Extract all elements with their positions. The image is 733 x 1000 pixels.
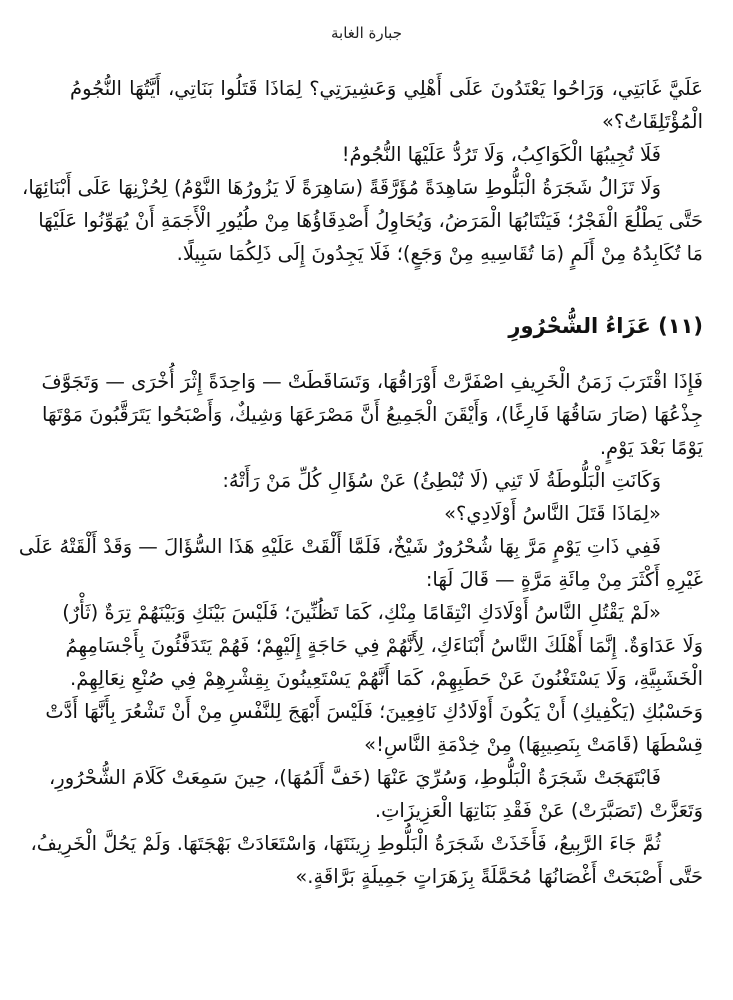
text-line: وَحَسْبُكِ (يَكْفِيكِ) أَنْ يَكُونَ أَوْلَادُكِ نَافِعِينَ؛ فَلَيْسَ أَبْهَجَ لِلنَّفْسِ مِنْ أَنْ تَشْعُرَ بِأَنَّهَا أَدَّتْ [45,700,703,723]
paragraph [18,530,703,596]
text-line: فَابْتَهَجَتْ شَجَرَةُ الْبَلُّوطِ، وَسُرِّيَ عَنْهَا (خَفَّ أَلَمُهَا)، حِينَ سَمِعَتْ كَلَامَ الشُّحْرُورِ، [49,766,661,789]
section-heading: (١١) عَزَاءُ الشُّحْرُورِ [508,314,703,338]
text-line: وَكَانَتِ الْبَلُّوطَةُ لَا تَنِي (لَا تُبْطِئُ) عَنْ سُؤَالِ كُلِّ مَنْ رَأَتْهُ: [222,469,661,492]
text-line: يَوْمًا بَعْدَ يَوْمٍ. [599,436,703,459]
paragraph [30,827,703,893]
text-line: وَتَعَزَّتْ (تَصَبَّرَتْ) عَنْ فَقْدِ بَنَاتِهَا الْعَزِيزَاتِ. [374,799,703,822]
paragraph [45,596,703,761]
text-line: غَيْرِهِ أَكْثَرَ مِنْ مِائَةِ مَرَّةٍ — قَالَ لَهَا: [425,568,703,591]
text-line: فَفِي ذَاتِ يَوْمٍ مَرَّ بِهَا شُحْرُورٌ شَيْخٌ، فَلَمَّا أَلْقَتْ عَلَيْهِ هَذَا السُّؤَالَ — وَقَدْ أَلْقَتْهُ عَلَى [18,535,661,558]
text-line: حَتَّى يَطْلُعَ الْفَجْرُ؛ فَيَنْتَابُهَا الْمَرَضُ، وَيُحَاوِلُ أَصْدِقَاؤُهَا مِنْ طُيُورِ الْأَجَمَةِ أَنْ يُهَوِّنُوا عَلَيْهَا [38,209,703,232]
text-line: الْمُؤْتَلِقَاتُ؟» [601,110,703,133]
text-line: وَلَا عَدَاوَةٌ. إِنَّمَا أَهْلَكَ النَّاسُ أَبْنَاءَكِ، لِأَنَّهُمْ فِي حَاجَةٍ إِلَيْهِمْ؛ فَهُمْ يَتَدَفَّئُونَ بِأَجْسَامِهِمُ [65,634,703,657]
text-line: الْخَشَبِيَّةِ، وَلَا يَسْتَغْنُونَ عَنْ حَطَبِهِمْ، كَمَا أَنَّهُمْ يَسْتَعِينُونَ بِقِشْرِهِمْ فِي صُنْعِ نِعَالِهِمْ. [70,667,703,690]
paragraphs-before-section [22,72,703,270]
page-body [18,72,703,893]
paragraph [41,365,703,464]
text-line: قِسْطَهَا (قَامَتْ بِنَصِيبِهَا) مِنْ خِدْمَةِ النَّاسِ!» [364,733,703,756]
text-line: فَلَا تُجِيبُهَا الْكَوَاكِبُ، وَلَا تَرُدُّ عَلَيْهَا النُّجُومُ! [341,143,661,166]
paragraphs-after-section [18,365,703,893]
paragraph [70,497,703,530]
text-line: ثُمَّ جَاءَ الرَّبِيعُ، فَأَخَذَتْ شَجَرَةُ الْبَلُّوطِ زِينَتَهَا، وَاسْتَعَادَتْ بَهْجَتَهَا. وَلَمْ يَحُلَّ الْخَرِيفُ، [30,832,661,855]
text-line: جِذْعُهَا (صَارَ سَاقُهَا فَارِغًا)، وَأَيْقَنَ الْجَمِيعُ أَنَّ مَصْرَعَهَا وَشِيكٌ، وَأَصْبَحُوا يَتَرَقَّبُونَ مَوْتَهَا [42,403,703,426]
paragraph [70,72,703,138]
text-line: «لَمْ يَقْتُلِ النَّاسُ أَوْلَادَكِ انْتِقَامًا مِنْكِ، كَمَا تَظُنِّينَ؛ فَلَيْسَ بَيْنَكِ وَبَيْنَهُمْ تِرَةٌ (ثَأْرٌ) [62,601,661,624]
paragraph [49,761,703,827]
running-head: جبارة الغابة [330,24,402,42]
paragraph [70,464,703,497]
text-line: حَتَّى أَصْبَحَتْ أَغْصَانُهَا مُحَمَّلَةً بِزَهَرَاتٍ جَمِيلَةٍ بَرَّاقَةٍ.» [295,865,703,888]
text-line: فَإِذَا اقْتَرَبَ زَمَنُ الْخَرِيفِ اصْفَرَّتْ أَوْرَاقُهَا، وَتَسَاقَطَتْ — وَاحِدَةً إِثْرَ أُخْرَى — وَتَجَوَّفَ [41,370,703,393]
paragraph [70,138,703,171]
text-line: وَلَا تَزَالُ شَجَرَةُ الْبَلُّوطِ سَاهِدَةً مُؤَرَّقَةً (سَاهِرَةً لَا يَزُورُهَا النَّوْمُ) لِحُزْنِهَا عَلَى أَبْنَائِهَا، [22,176,661,199]
paragraph [22,171,703,270]
text-line: «لِمَاذَا قَتَلَ النَّاسُ أَوْلَادِي؟» [444,502,661,525]
text-line: مَا تُكَابِدُهُ مِنْ أَلَمٍ (مَا تُقَاسِيهِ مِنْ وَجَعٍ)؛ فَلَا يَجِدُونَ إِلَى ذَلِكُمَا سَبِيلًا. [176,242,703,265]
text-line: عَلَيَّ غَابَتِي، وَرَاحُوا يَعْتَدُونَ عَلَى أَهْلِي وَعَشِيرَتِي؟ لِمَاذَا قَتَلُوا بَنَاتِي، أَيَّتُهَا النُّجُومُ [70,77,703,100]
